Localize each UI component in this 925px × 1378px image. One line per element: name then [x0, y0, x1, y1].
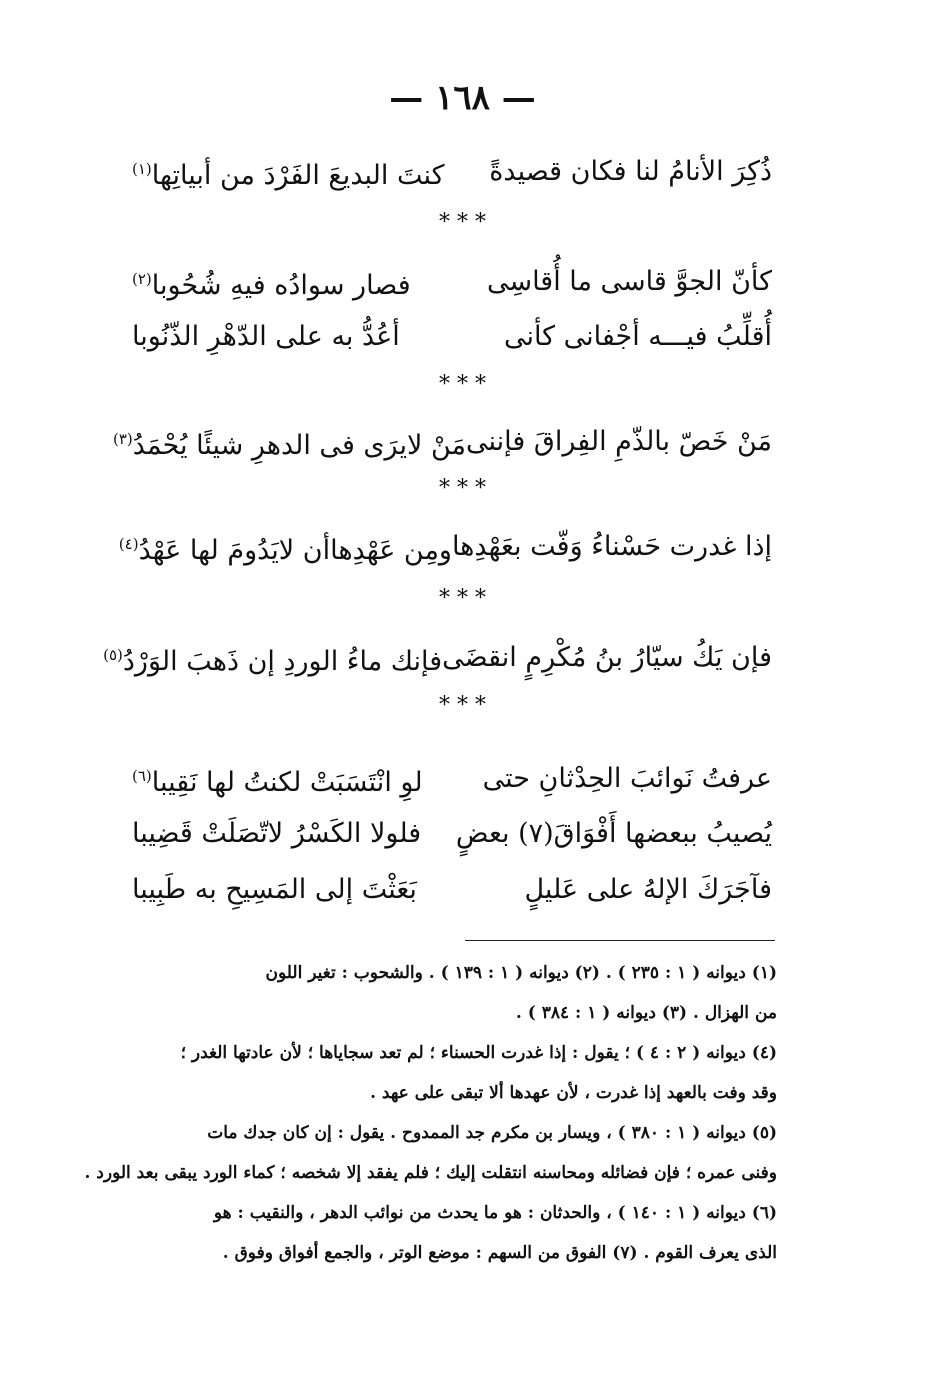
- section-separator: [0, 695, 925, 717]
- verse-second-text: ومِن عَهْدِهاأن لايَدُومَ لها عَهْدُ: [138, 534, 452, 566]
- footnote-marker: (٢): [132, 269, 152, 288]
- separator-stars: * * *: [439, 372, 486, 397]
- footnote-line: (٦) ديوانه ( ١ : ١٤٠ ) ، والحدثان : هو ما يحدث من نوائب الدهر ، والنقيب : هو: [213, 1203, 777, 1223]
- verse-line: [113, 420, 772, 464]
- verse-second-hemistich: [119, 524, 452, 571]
- verse-line: [132, 260, 772, 304]
- footnote-line: (٥) ديوانه ( ١ : ٣٨٠ ) ، ويسار بن مكرم جد الممدوح . يقول : إن كان جدك مات: [207, 1123, 777, 1143]
- verse-first-hemistich: ذُكِرَ الأنامُ لنا فكان قصيدةً: [489, 156, 772, 187]
- separator-stars: * * *: [439, 210, 486, 235]
- separator-stars: * * *: [439, 586, 486, 611]
- footnote-divider: [465, 940, 775, 941]
- verse-line: [132, 812, 772, 856]
- footnote-line: وفنى عمره ؛ فإن فضائله ومحاسنه انتقلت إليك ؛ فلم يفقد إلا شخصه ؛ كماء الورد يبقى بعد الورد .: [84, 1163, 777, 1183]
- verse-second-hemistich: أعُدُّ به على الدّهْرِ الذّنُوبا: [132, 321, 400, 352]
- verse-second-text: لوِ انْتَسَبَتْ لكنتُ لها نَقِيبا: [151, 766, 423, 798]
- verse-first-hemistich: كأنّ الجوَّ قاسى ما أُقاسِى: [486, 266, 772, 297]
- verse-line: [132, 868, 772, 912]
- footnote-marker: (٣): [113, 429, 133, 448]
- footnote-line: وقد وفت بالعهد إذا غدرت ، لأن عهدها ألا تبقى على عهد .: [370, 1083, 777, 1103]
- verse-line: [103, 636, 772, 680]
- verse-first-hemistich: مَنْ خَصّ بالذّمِ الفِراقَ فإننى: [465, 426, 772, 457]
- verse-second-text: فصار سوادُه فيهِ شُحُوبا: [151, 269, 411, 301]
- verse-first-hemistich: فإن يَكُ سيّارُ بنُ مُكْرِمٍ انقضَى: [442, 642, 772, 673]
- verse-first-hemistich: أُقلِّبُ فيـــه أجْفانى كأنى: [503, 321, 772, 352]
- verse-first-hemistich: فآجَرَكَ الإلهُ على عَليلٍ: [524, 874, 772, 905]
- verse-second-text: فإنك ماءُ الوردِ إن ذَهبَ الوَرْدُ: [122, 645, 443, 677]
- verse-line: [132, 150, 772, 194]
- verse-first-hemistich: يُصيبُ ببعضها أَفْوَاقَ(٧) بعضٍ: [455, 818, 772, 849]
- footnote-marker: (٥): [103, 645, 123, 664]
- section-separator: [0, 374, 925, 396]
- footnote-line: الذى يعرف القوم . (٧) الفوق من السهم : موضع الوتر ، والجمع أفواق وفوق .: [222, 1243, 777, 1263]
- verse-second-text: كنتَ البديعَ الفَرْدَ من أبياتِها: [151, 159, 445, 191]
- separator-stars: * * *: [439, 476, 486, 501]
- verse-first-hemistich: إذا غدرت حَسْناءُ وَفّت بعَهْدِها: [451, 531, 772, 562]
- verse-second-hemistich: [132, 756, 423, 803]
- section-separator: [0, 588, 925, 610]
- footnote-line: (١) ديوانه ( ١ : ٢٣٥ ) . (٢) ديوانه ( ١ : ١٣٩ ) . والشحوب : تغير اللون: [265, 963, 777, 983]
- footnote-marker: (١): [132, 159, 152, 178]
- page-number: — ١٦٨ —: [389, 78, 536, 118]
- verse-second-hemistich: [132, 149, 444, 196]
- verse-second-text: مَنْ لايرَى فى الدهرِ شيئًا يُحْمَدُ: [132, 429, 466, 461]
- verse-line: [132, 757, 772, 801]
- footnote-line: (٤) ديوانه ( ٢ : ٤ ) ؛ يقول : إذا غدرت الحسناء ؛ لم تعد سجاياها ؛ لأن عادتها الغدر ؛: [180, 1043, 777, 1063]
- verse-second-hemistich: [103, 635, 442, 682]
- verse-first-hemistich: عرفتُ نَوائبَ الحِدْثانِ حتى: [482, 763, 772, 794]
- section-separator: [0, 478, 925, 500]
- section-separator: [0, 212, 925, 234]
- verse-second-hemistich: [132, 259, 411, 306]
- verse-second-hemistich: [113, 419, 466, 466]
- footnote-line: من الهزال . (٣) ديوانه ( ١ : ٣٨٤ ) .: [515, 1003, 777, 1023]
- verse-second-hemistich: بَعَثْتَ إلى المَسِيحِ به طَبِيبا: [132, 874, 417, 905]
- verse-second-hemistich: فلولا الكَسْرُ لاتّصَلَتْ قَضِيبا: [132, 818, 422, 849]
- footnote-marker: (٤): [118, 534, 139, 553]
- footnote-marker: (٦): [132, 766, 152, 785]
- verse-line: [118, 525, 772, 569]
- verse-line: [132, 315, 772, 359]
- separator-stars: * * *: [439, 693, 486, 718]
